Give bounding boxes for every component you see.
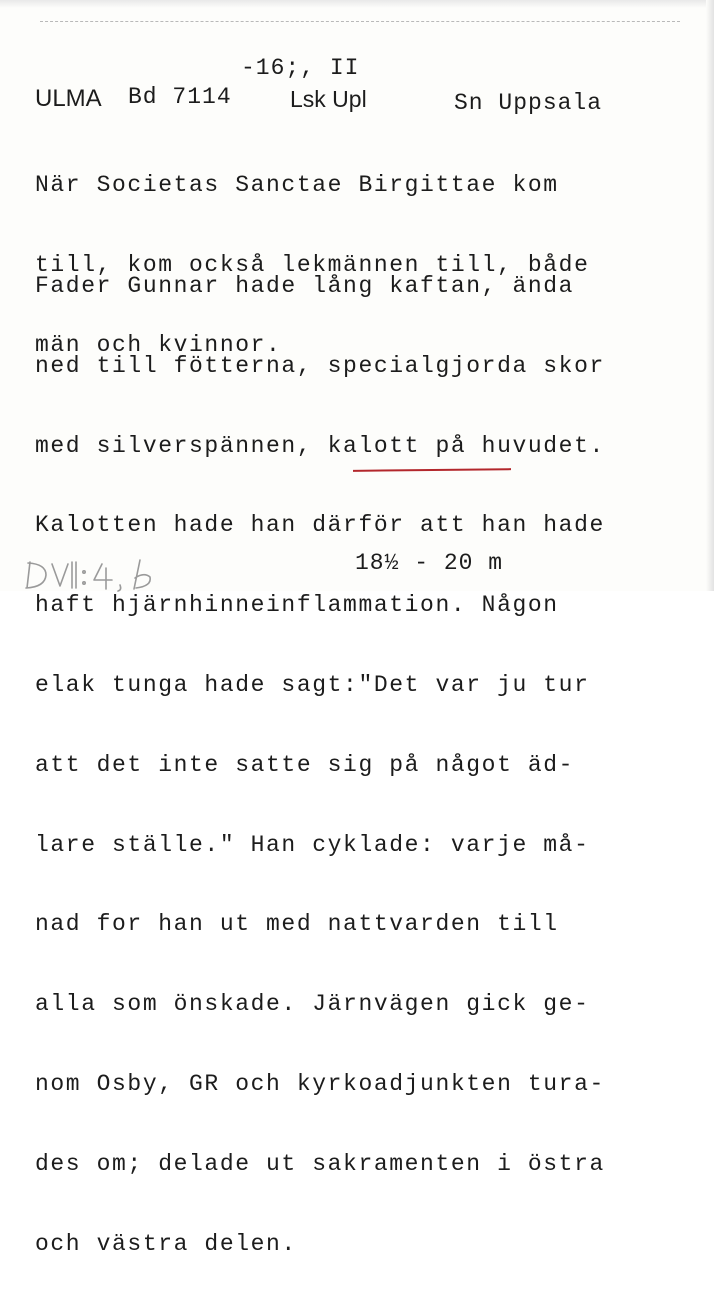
dashed-top-line: [40, 21, 680, 22]
text-line: nom Osby, GR och kyrkoadjunkten tura-: [35, 1070, 605, 1097]
paragraph-2: [35, 221, 605, 1310]
text-line: des om; delade ut sakramenten i östra: [35, 1150, 605, 1177]
text-line: När Societas Sanctae Birgittae kom: [35, 172, 559, 198]
text-line: med silverspännen, kalott på huvudet.: [35, 432, 605, 459]
text-line: lare ställe." Han cyklade: varje må-: [35, 831, 590, 858]
text-line: ned till fötterna, specialgjorda skor: [35, 352, 605, 379]
text-line: män och kvinnor.: [35, 331, 282, 358]
archive-label: ULMA: [35, 85, 102, 112]
page-range: 18½ - 20 m: [355, 550, 504, 576]
province-label: Lsk Upl: [290, 86, 367, 112]
text-line: Kalotten hade han därför att han hade: [35, 512, 605, 539]
text-line: till, kom också lekmännen till, både: [35, 251, 590, 278]
text-line: Fader Gunnar hade lång kaftan, ända: [35, 273, 575, 299]
text-line: elak tunga hade sagt:"Det var ju tur: [35, 671, 590, 698]
text-line: alla som önskade. Järnvägen gick ge-: [35, 991, 590, 1018]
reference-number: -16;, II: [241, 55, 360, 81]
archive-number: Bd 7114: [128, 84, 232, 110]
card-right-edge: [706, 0, 714, 591]
text-line: haft hjärnhinneinflammation. Någon: [35, 592, 559, 619]
handwritten-note-mark: [22, 558, 172, 591]
text-line: nad for han ut med nattvarden till: [35, 911, 559, 938]
card-top-edge: [0, 0, 714, 8]
parish-label: Sn Uppsala: [454, 90, 603, 116]
text-line: och västra delen.: [35, 1230, 297, 1257]
text-line: att det inte satte sig på något äd-: [35, 751, 575, 778]
